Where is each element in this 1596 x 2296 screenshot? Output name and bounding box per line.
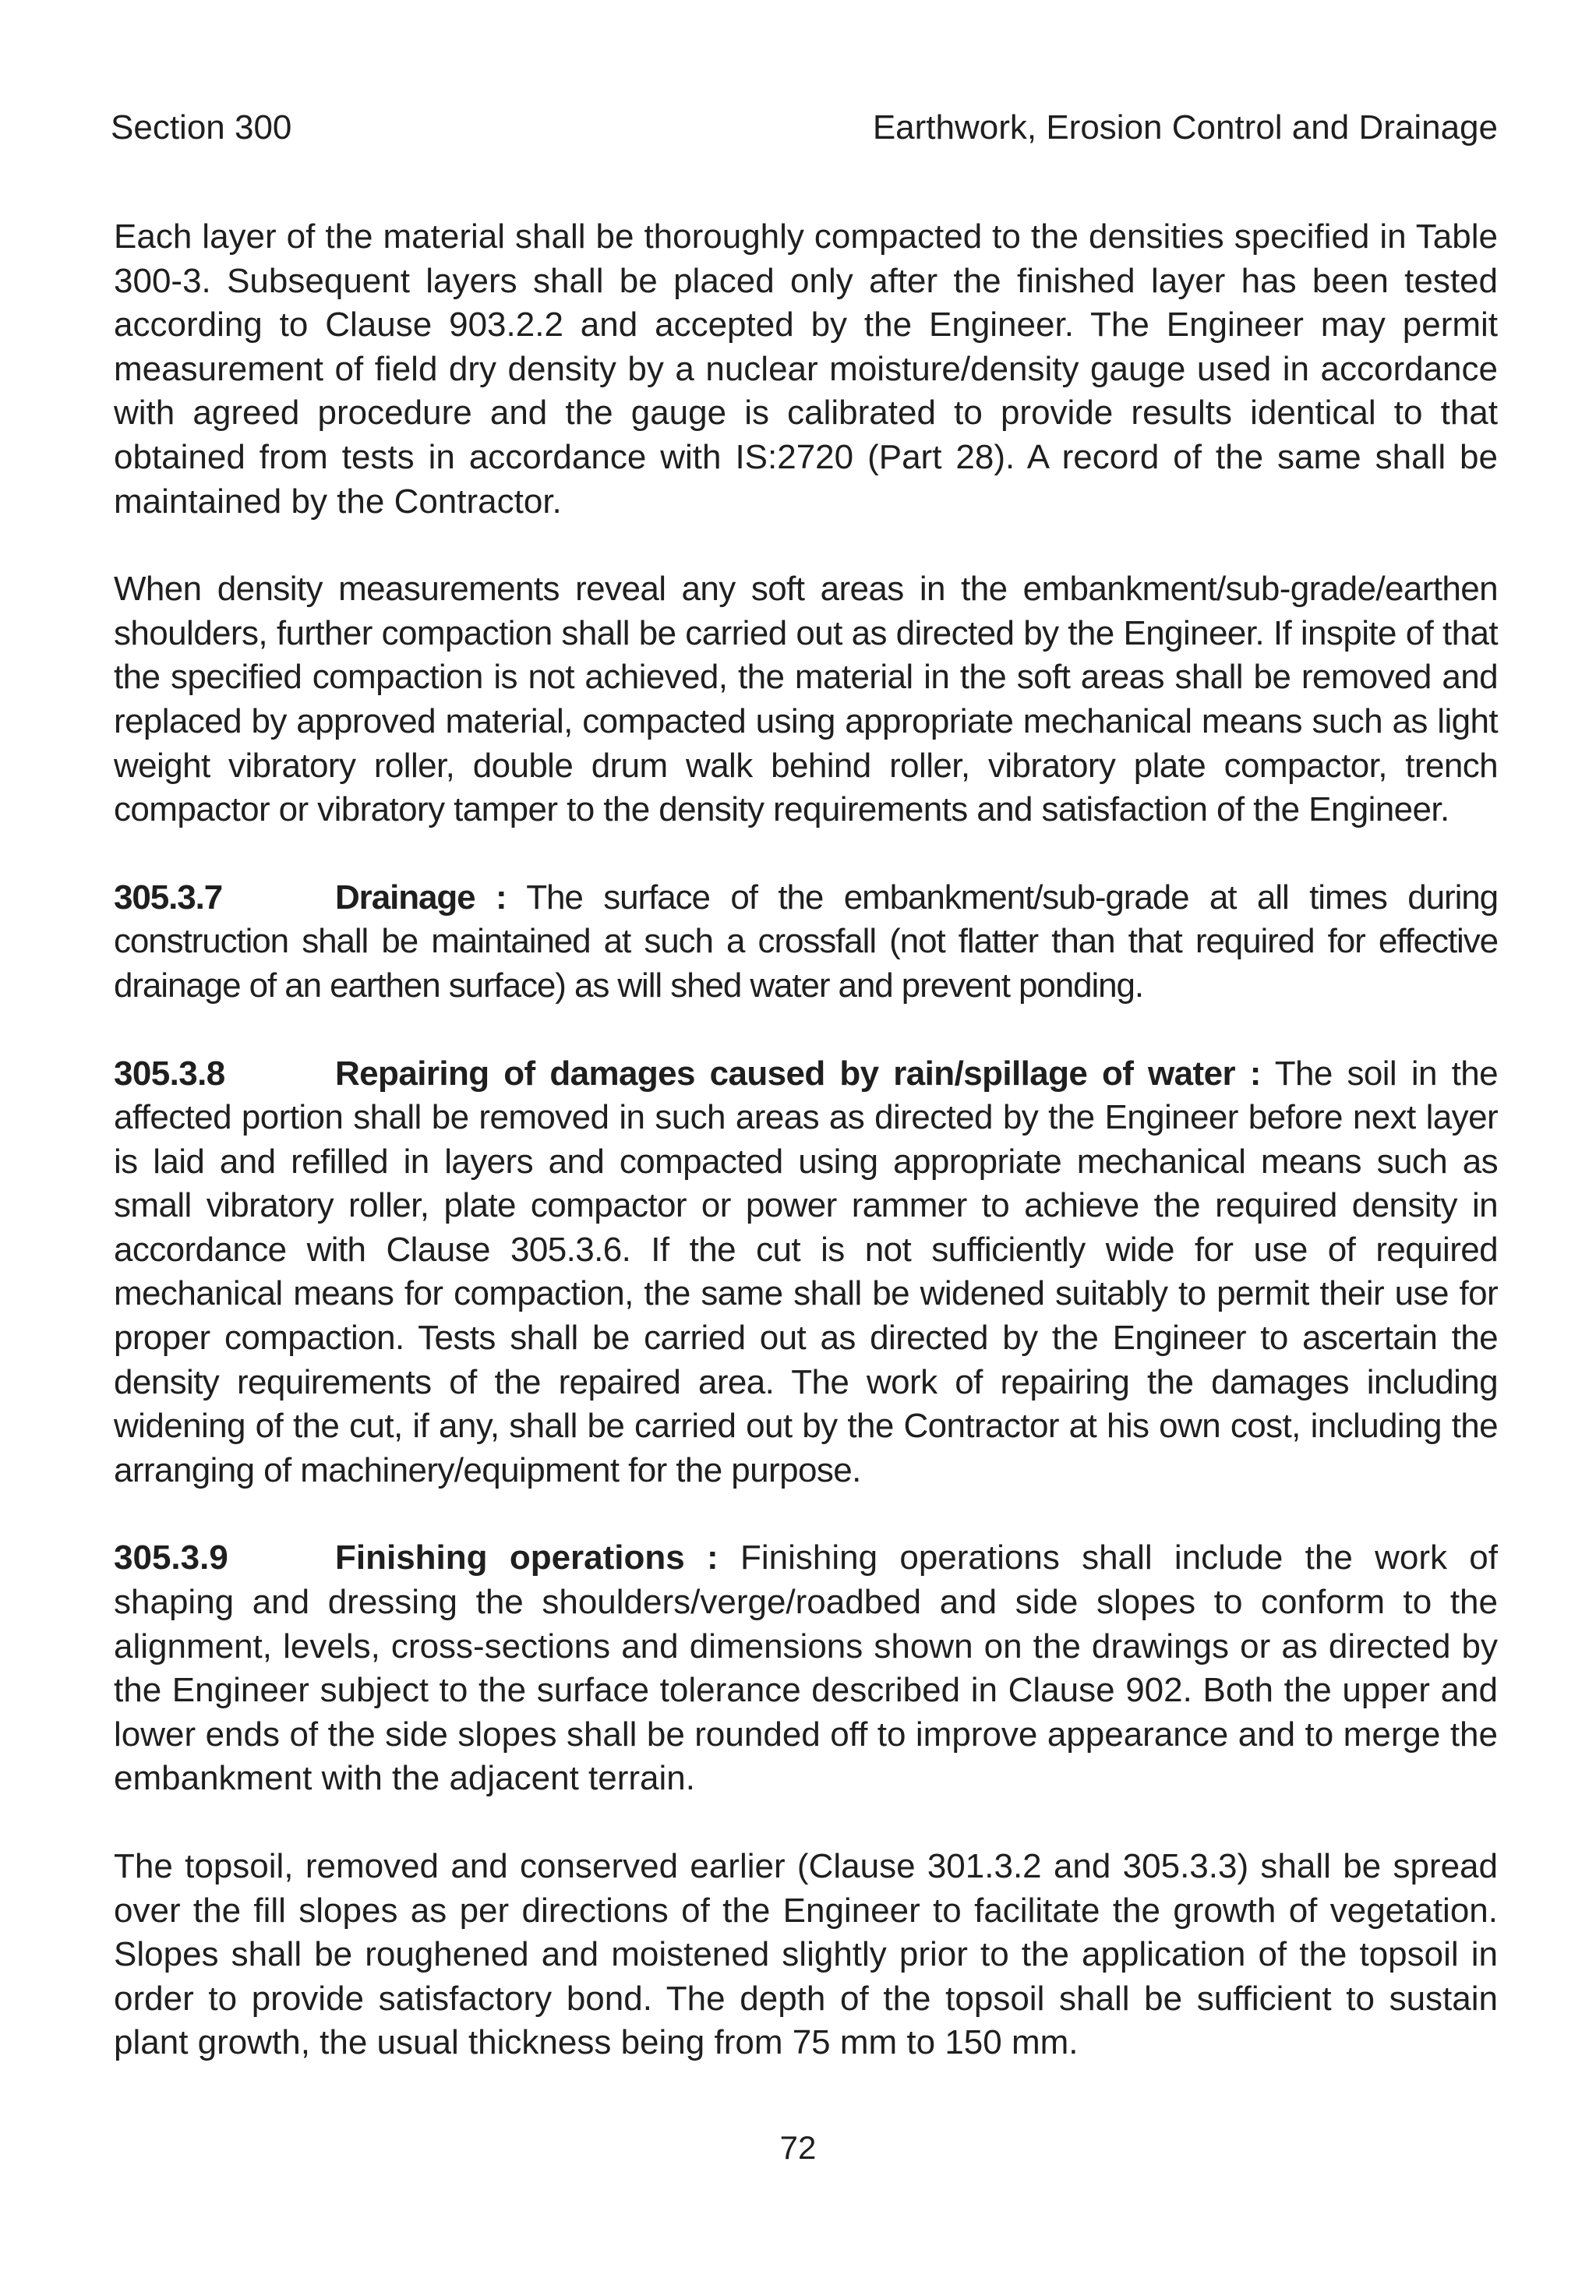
clause-305-3-9 bbox=[114, 1536, 1498, 1801]
paragraph-soft-areas: When density measurements reveal any soft areas in the embankment/sub-grade/earthen shoulders, further compaction shall be carried out as directed by the Engineer. If inspite of that the specified compaction is not achieved, the material in the soft areas shall be removed and replaced by approved material, compacted using appropriate mechanical means such as light weight vibratory roller, double drum walk behind roller, vibratory plate compactor, trench compactor or vibratory tamper to the density requirements and satisfaction of the Engineer. bbox=[114, 570, 1498, 829]
clause-305-3-7 bbox=[114, 876, 1498, 1008]
section-title: Earthwork, Erosion Control and Drainage bbox=[872, 108, 1498, 147]
clause-title: Drainage : bbox=[335, 878, 507, 917]
page-number: 72 bbox=[779, 2129, 817, 2166]
clause-title: Repairing of damages caused by rain/spillage of water : bbox=[335, 1054, 1261, 1093]
clause-text: The surface of the embankment/sub-grade at all times during construction shall be maintained at such a crossfall (not flatter than that required for effective drainage of an earthen surface) as will shed water and prevent ponding. bbox=[114, 878, 1498, 1005]
body-text bbox=[114, 215, 1498, 2109]
clause-text: The soil in the affected portion shall be removed in such areas as directed by the Engineer before next layer is laid and refilled in layers and compacted using appropriate mechanical means such as small vibratory roller, plate compactor or power rammer to achieve the required density in accordance with Clause 305.3.6. If the cut is not sufficiently wide for use of required mechanical means for compaction, the same shall be widened suitably to permit their use for proper compaction. Tests shall be carried out as directed by the Engineer to ascertain the density requirements of the repaired area. The work of repairing the damages including widening of the cut, if any, shall be carried out by the Contractor at his own cost, including the arranging of machinery/equipment for the purpose. bbox=[114, 1054, 1498, 1489]
clause-number: 305.3.7 bbox=[114, 878, 223, 917]
paragraph-topsoil: The topsoil, removed and conserved earlier (Clause 301.3.2 and 305.3.3) shall be spread over the fill slopes as per directions of the Engineer to facilitate the growth of vegetation. Slopes shall be roughened and moistened slightly prior to the application of the topsoil in order to provide satisfactory bond. The depth of the topsoil shall be sufficient to sustain plant growth, the usual thickness being from 75 mm to 150 mm. bbox=[114, 1847, 1498, 2062]
clause-305-3-8 bbox=[114, 1052, 1498, 1493]
clause-number: 305.3.8 bbox=[114, 1054, 225, 1093]
running-header bbox=[111, 104, 1498, 151]
paragraph-compaction-layers: Each layer of the material shall be thoroughly compacted to the densities specified in Table 300-3. Subsequent layers shall be placed only after the finished layer has been tested according to Clause 903.2.2 and accepted by the Engineer. The Engineer may permit measurement of field dry density by a nuclear moisture/density gauge used in accordance with agreed procedure and the gauge is calibrated to provide results identical to that obtained from tests in accordance with IS:2720 (Part 28). A record of the same shall be maintained by the Contractor. bbox=[114, 217, 1498, 521]
clause-text: Finishing operations shall include the work of shaping and dressing the shoulders/verge/roadbed and side slopes to conform to the alignment, levels, cross-sections and dimensions shown on the drawings or as directed by the Engineer subject to the surface tolerance described in Clause 902. Both the upper and lower ends of the side slopes shall be rounded off to improve appearance and to merge the embankment with the adjacent terrain. bbox=[114, 1538, 1498, 1798]
clause-title: Finishing operations : bbox=[335, 1538, 719, 1577]
section-label: Section 300 bbox=[111, 108, 292, 147]
clause-number: 305.3.9 bbox=[114, 1538, 228, 1577]
